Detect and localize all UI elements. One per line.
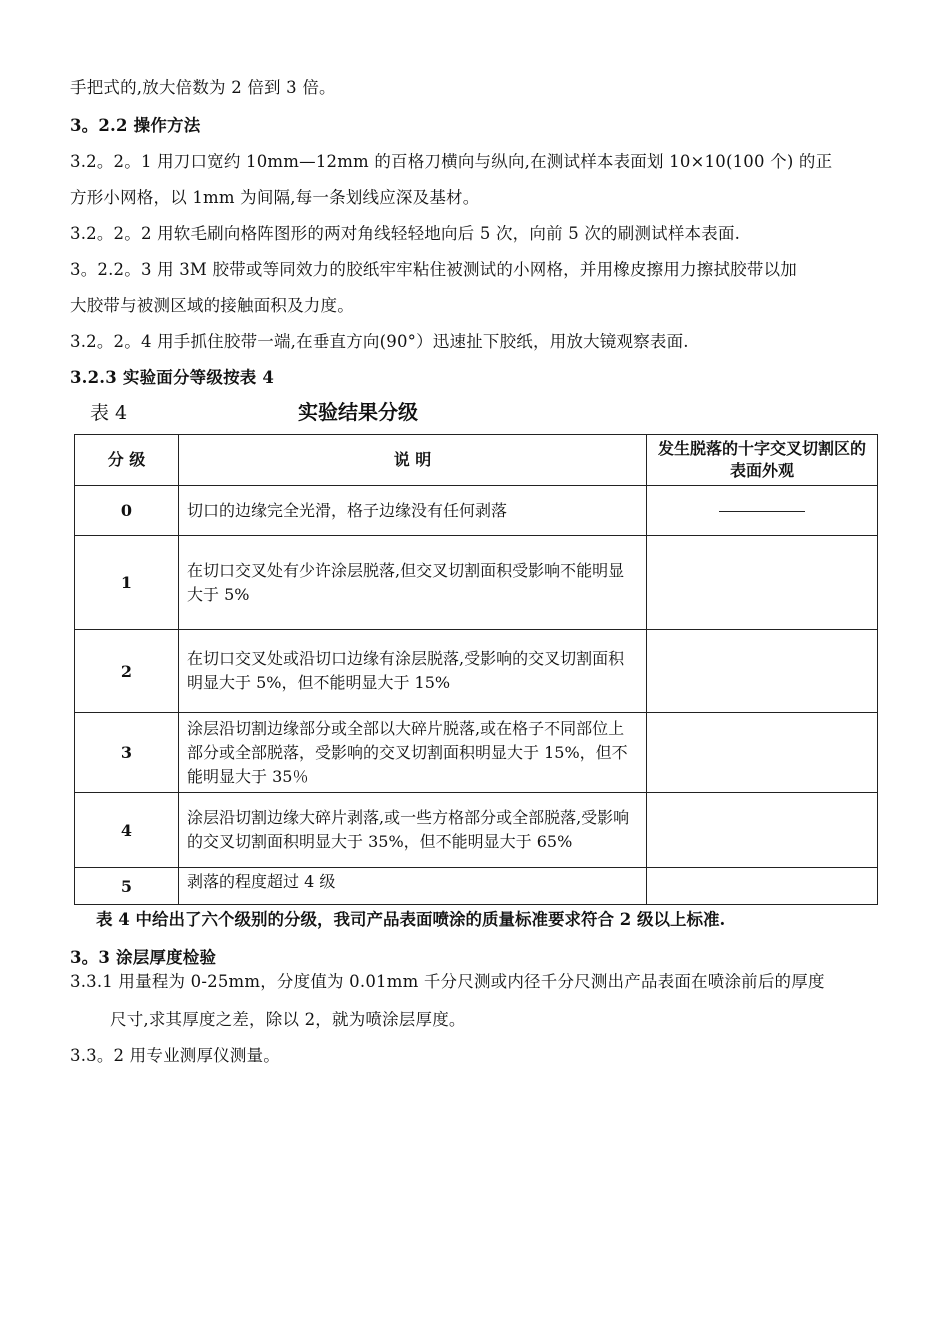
grade-cell: 5 bbox=[75, 868, 179, 905]
appearance-cell bbox=[647, 536, 878, 630]
table-header-row bbox=[75, 435, 878, 486]
header-appearance: 发生脱落的十字交叉切割区的表面外观 bbox=[647, 435, 878, 486]
table-caption-label: 表 4 bbox=[90, 402, 128, 424]
paragraph-3223-line1: 3。2.2。3 用 3M 胶带或等同效力的胶纸牢牢粘住被测试的小网格，并用橡皮擦用力擦拭胶带以加 bbox=[70, 260, 797, 279]
dash-line bbox=[719, 511, 805, 512]
paragraph-magnifier: 手把式的,放大倍数为 2 倍到 3 倍。 bbox=[70, 78, 336, 97]
description-cell: 涂层沿切割边缘部分或全部以大碎片脱落,或在格子不同部位上部分或全部脱落，受影响的交叉切割面积明显大于 15%，但不能明显大于 35％ bbox=[179, 713, 647, 793]
appearance-cell bbox=[647, 713, 878, 793]
appearance-cell bbox=[647, 868, 878, 905]
table-row bbox=[75, 486, 878, 536]
description-cell: 剥落的程度超过 4 级 bbox=[179, 868, 647, 905]
paragraph-3221-line2: 方形小网格，以 1mm 为间隔,每一条划线应深及基材。 bbox=[70, 188, 480, 207]
heading-operation-method: 3。2.2 操作方法 bbox=[70, 116, 201, 135]
heading-coating-thickness: 3。3 涂层厚度检验 bbox=[70, 948, 217, 967]
grade-cell: 0 bbox=[75, 486, 179, 536]
paragraph-331-line2: 尺寸,求其厚度之差，除以 2，就为喷涂层厚度。 bbox=[110, 1010, 466, 1029]
table-note: 表 4 中给出了六个级别的分级，我司产品表面喷涂的质量标准要求符合 2 级以上标准. bbox=[96, 910, 726, 929]
paragraph-3222: 3.2。2。2 用软毛刷向格阵图形的两对角线轻轻地向后 5 次，向前 5 次的刷测试样本表面. bbox=[70, 224, 741, 243]
paragraph-332: 3.3。2 用专业测厚仪测量。 bbox=[70, 1046, 280, 1065]
table-row bbox=[75, 793, 878, 868]
paragraph-3223-line2: 大胶带与被测区域的接触面积及力度。 bbox=[70, 296, 354, 315]
paragraph-3221-line1: 3.2。2。1 用刀口宽约 10mm—12mm 的百格刀横向与纵向,在测试样本表面划 10×10(100 个) 的正 bbox=[70, 152, 833, 171]
description-cell: 切口的边缘完全光滑，格子边缘没有任何剥落 bbox=[179, 486, 647, 536]
grade-cell: 1 bbox=[75, 536, 179, 630]
description-cell: 在切口交叉处或沿切口边缘有涂层脱落,受影响的交叉切割面积明显大于 5%，但不能明显大于 15% bbox=[179, 630, 647, 713]
header-description: 说 明 bbox=[179, 435, 647, 486]
header-grade: 分 级 bbox=[75, 435, 179, 486]
description-cell: 在切口交叉处有少许涂层脱落,但交叉切割面积受影响不能明显大于 5% bbox=[179, 536, 647, 630]
table-row bbox=[75, 713, 878, 793]
description-cell: 涂层沿切割边缘大碎片剥落,或一些方格部分或全部脱落,受影响的交叉切割面积明显大于 35%，但不能明显大于 65% bbox=[179, 793, 647, 868]
paragraph-3224: 3.2。2。4 用手抓住胶带一端,在垂直方向(90°）迅速扯下胶纸，用放大镜观察表面. bbox=[70, 332, 689, 351]
table-row bbox=[75, 536, 878, 630]
appearance-cell bbox=[647, 486, 878, 536]
grade-cell: 3 bbox=[75, 713, 179, 793]
appearance-cell bbox=[647, 630, 878, 713]
appearance-cell bbox=[647, 793, 878, 868]
grading-table bbox=[74, 434, 878, 905]
paragraph-331-line1: 3.3.1 用量程为 0-25mm，分度值为 0.01mm 千分尺测或内径千分尺测出产品表面在喷涂前后的厚度 bbox=[70, 972, 825, 991]
heading-grading: 3.2.3 实验面分等级按表 4 bbox=[70, 368, 275, 387]
table-row bbox=[75, 868, 878, 905]
table-caption-title: 实验结果分级 bbox=[298, 400, 418, 424]
grade-cell: 4 bbox=[75, 793, 179, 868]
grade-cell: 2 bbox=[75, 630, 179, 713]
table-row bbox=[75, 630, 878, 713]
